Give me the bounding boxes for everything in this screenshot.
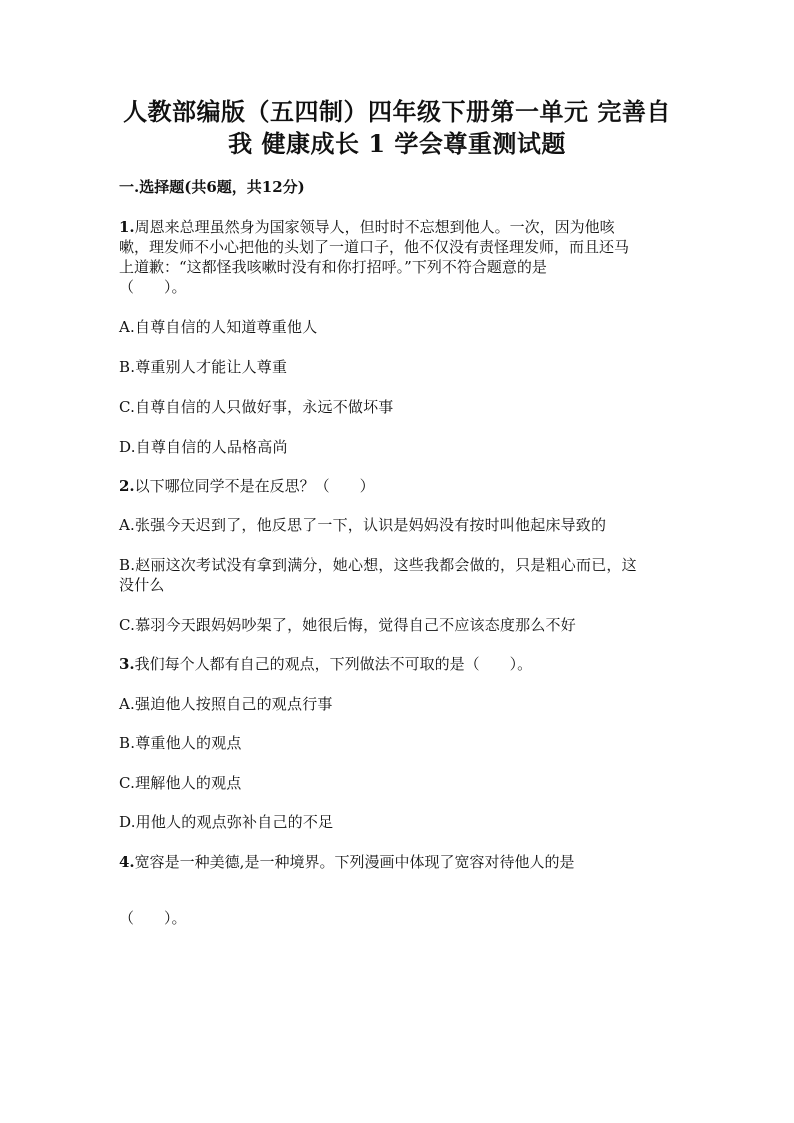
question-3-stem-text-1: 我们每个人都有自己的观点，下列做法不可取的是（ ）。 (134, 655, 533, 673)
document-title-line-1: 人教部编版（五四制）四年级下册第一单元 完善自 (123, 97, 671, 126)
question-1-option-d: D.自尊自信的人品格高尚 (119, 438, 288, 456)
question-2-option-b-line-1: B.赵丽这次考试没有拿到满分，她心想，这些我都会做的，只是粗心而已，这 (119, 556, 637, 574)
question-1-option-c: C.自尊自信的人只做好事，永远不做坏事 (119, 398, 394, 416)
question-1-stem-text-1: 周恩来总理虽然身为国家领导人，但时时不忘想到他人。一次，因为他咳 (134, 218, 615, 236)
question-2-stem-text-1: 以下哪位同学不是在反思？（ ） (134, 477, 375, 495)
question-1-number: 1. (119, 218, 135, 236)
question-4-stem-text-1: 宽容是一种美德,是一种境界。下列漫画中体现了宽容对待他人的是 (134, 853, 575, 871)
question-1-option-a: A.自尊自信的人知道尊重他人 (119, 318, 318, 336)
question-3-stem-line-1 (119, 654, 679, 674)
question-2-option-c: C.慕羽今天跟妈妈吵架了，她很后悔，觉得自己不应该态度那么不好 (119, 616, 576, 634)
question-1-stem-line-4: （ ）。 (119, 278, 187, 296)
question-2-number: 2. (119, 477, 135, 495)
question-3-option-d: D.用他人的观点弥补自己的不足 (119, 813, 334, 831)
question-3-option-c: C.理解他人的观点 (119, 774, 242, 792)
question-4-stem-line-2: （ ）。 (119, 909, 187, 927)
question-1-stem-line-3: 上道歉：“这都怪我咳嗽时没有和你打招呼。”下列不符合题意的是 (119, 258, 547, 276)
question-3-option-a: A.强迫他人按照自己的观点行事 (119, 695, 333, 713)
question-4-stem-line-1 (119, 852, 679, 872)
question-3-option-b: B.尊重他人的观点 (119, 734, 242, 752)
question-1-stem-line-2: 嗽，理发师不小心把他的头划了一道口子，他不仅没有责怪理发师，而且还马 (119, 238, 630, 256)
question-1-option-b: B.尊重别人才能让人尊重 (119, 358, 288, 376)
question-2-stem-line-1 (119, 476, 679, 496)
question-1-stem-line-1 (119, 217, 679, 237)
question-3-number: 3. (119, 655, 135, 673)
question-2-option-a: A.张强今天迟到了，他反思了一下，认识是妈妈没有按时叫他起床导致的 (119, 516, 607, 534)
question-4-number: 4. (119, 853, 135, 871)
question-2-option-b-line-2: 没什么 (119, 576, 165, 594)
section-heading: 一.选择题(共6题，共12分) (119, 178, 305, 196)
document-title-line-2: 我 健康成长 1 学会尊重测试题 (228, 129, 566, 158)
